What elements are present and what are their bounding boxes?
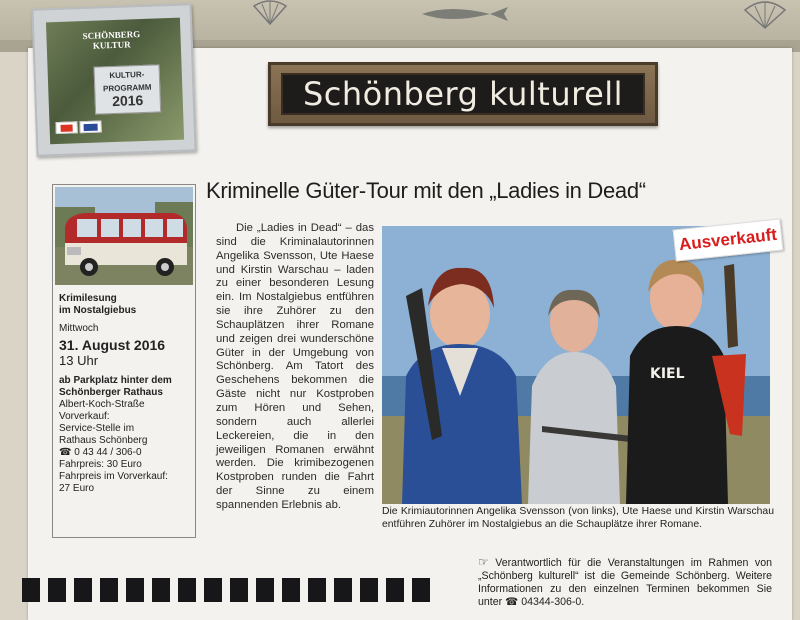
page-title: Schönberg kulturell bbox=[302, 75, 624, 113]
plaque-board bbox=[281, 73, 645, 115]
sticker-title: SCHÖNBERG KULTUR bbox=[82, 29, 141, 51]
fare-presale-label: Fahrpreis im Vorverkauf: bbox=[59, 471, 168, 482]
article-headline: Kriminelle Güter-Tour mit den „Ladies in Dead“ bbox=[206, 178, 646, 203]
sponsor-logo-red bbox=[55, 121, 77, 134]
article-body: Die „Ladies in Dead“ – das sind die Kriminalautorinnen Angelika Svensson, Ute Haese und Kirstin Warschau – laden zu einer besonderen Lesung ein. Im Nostalgiebus entführen sie ihre Zuhörer zu den Schauplätzen ihrer Romane und zeigen drei wunderschöne Güter in der Umgebung von Schönberg. Am Tatort des Geschehens bekommen die Gäste nicht nur Kostproben zum Hören und Sehen, sondern auch allerlei Leckereien, die in den jeweiligen Romanen erwähnt werden. Die krimibezogenen Kostproben runden die Fahrt der Sinne zu einem spannenden Erlebnis ab. bbox=[216, 222, 374, 511]
sticker-year: 2016 bbox=[111, 91, 144, 110]
shirt-lettering: KIEL bbox=[650, 366, 685, 382]
event-weekday: Mittwoch bbox=[59, 323, 99, 334]
program-sticker bbox=[31, 3, 196, 156]
presale-label: Vorverkauf: bbox=[59, 411, 110, 422]
sticker-subtitle-2: PROGRAMM bbox=[102, 82, 152, 94]
pointing-hand-icon: ☞ bbox=[478, 555, 489, 569]
event-time: 13 Uhr bbox=[59, 353, 99, 368]
shell-icon bbox=[250, 0, 290, 26]
event-details bbox=[59, 293, 193, 495]
authors-photo bbox=[382, 226, 770, 504]
photo-caption: Die Krimiautorinnen Angelika Svensson (von links), Ute Haese und Kirstin Warschau entführen Zuhörer im Nostalgiebus an die Schauplätze ihrer Romane. bbox=[382, 506, 774, 530]
nostalgia-bus-photo bbox=[55, 187, 193, 285]
fare-presale-value: 27 Euro bbox=[59, 483, 95, 494]
event-info-box bbox=[52, 184, 196, 538]
header-plaque bbox=[268, 62, 658, 126]
footer-note bbox=[478, 556, 772, 609]
event-date: 31. August 2016 bbox=[59, 337, 166, 353]
meeting-point-line1: ab Parkplatz hinter dem bbox=[59, 375, 172, 386]
event-title-line1: Krimilesung bbox=[59, 293, 117, 304]
presale-phone: ☎ 0 43 44 / 306-0 bbox=[59, 447, 142, 458]
meeting-street: Albert-Koch-Straße bbox=[59, 399, 145, 410]
sticker-subtitle-1: KULTUR- bbox=[109, 69, 145, 81]
presale-location-1: Service-Stelle im bbox=[59, 423, 135, 434]
fare: Fahrpreis: 30 Euro bbox=[59, 459, 142, 470]
sold-out-label: Ausverkauft bbox=[678, 224, 778, 255]
footer-note-text: Verantwortlich für die Veranstaltungen im Rahmen von „Schönberg kulturell“ ist die Gemeinde Schönberg. Weitere Informationen zu den einzelnen Terminen bekommen Sie unter ☎ 04344-306-0. bbox=[478, 557, 772, 608]
sticker-plate bbox=[94, 64, 162, 114]
fish-icon bbox=[420, 6, 510, 22]
decorative-dash-bar bbox=[22, 578, 458, 602]
event-title-line2: im Nostalgiebus bbox=[59, 305, 137, 316]
scallop-icon bbox=[740, 0, 790, 30]
sponsor-logo-blue bbox=[79, 120, 101, 133]
meeting-point-line2: Schönberger Rathaus bbox=[59, 387, 163, 398]
presale-location-2: Rathaus Schönberg bbox=[59, 435, 148, 446]
